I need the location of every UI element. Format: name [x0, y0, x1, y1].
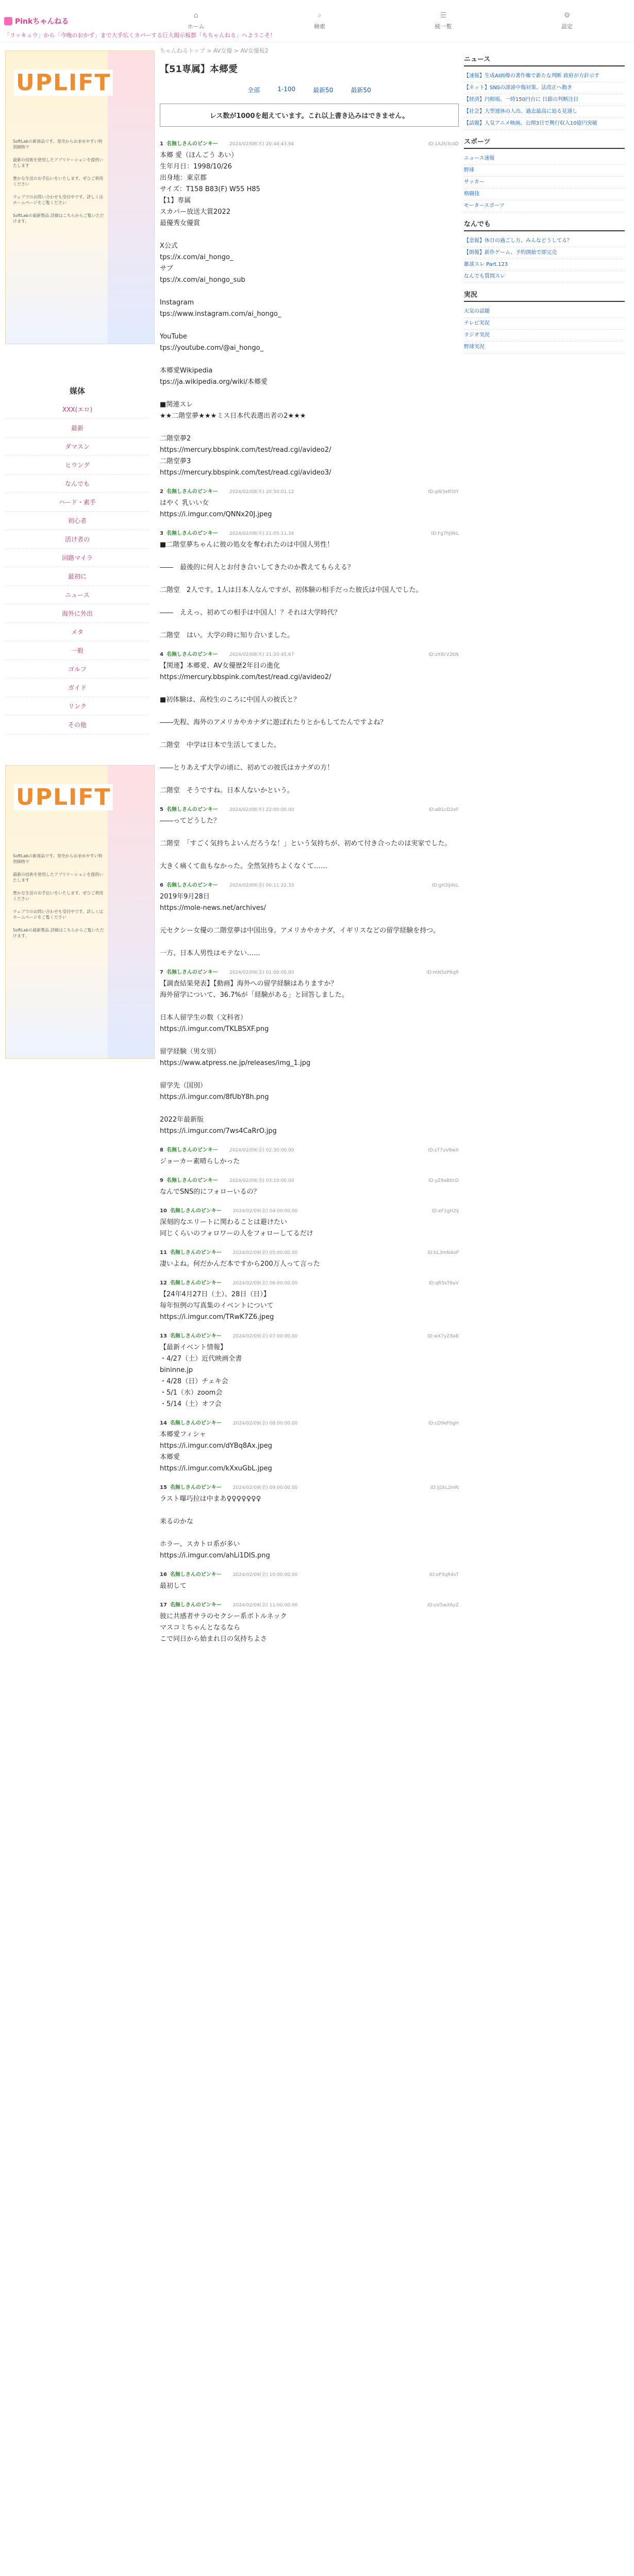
- left-column: [0, 42, 155, 1653]
- post-header: [160, 1570, 459, 1578]
- post: [160, 1142, 459, 1173]
- ad-title: UPLIFT: [14, 70, 113, 96]
- thread-title: 【51専属】本郷愛: [160, 64, 238, 75]
- post-author: 名無しさんのピンキー: [166, 652, 218, 657]
- post-header: [160, 1206, 459, 1214]
- menu-item[interactable]: ゴルフ: [5, 660, 149, 679]
- post: [160, 647, 459, 802]
- site-tagline: 「リッキュウ」から「今晩のおかず」まで大手広くカバーする巨大掲示板群「ちちゃんねる」へようこそ！: [4, 32, 276, 39]
- logo-icon: [4, 17, 12, 25]
- post-author: 名無しさんのピンキー: [170, 1208, 222, 1214]
- post-id[interactable]: ID:qW3eR5tY: [428, 489, 459, 495]
- sidebar-link[interactable]: なんでも質問スレ: [464, 271, 625, 283]
- menu-item[interactable]: ダマスン: [5, 437, 149, 456]
- breadcrumb-item[interactable]: ちゃんねるトップ: [160, 47, 205, 54]
- ad-decoration: [108, 766, 154, 1058]
- post-id[interactable]: ID:yZ9aB0cD: [428, 1178, 459, 1183]
- post-number[interactable]: 6: [160, 883, 163, 888]
- post-number[interactable]: 1: [160, 141, 163, 147]
- post-author: 名無しさんのピンキー: [166, 970, 218, 975]
- menu-item[interactable]: 最新: [5, 419, 149, 437]
- post-header: [160, 1331, 459, 1339]
- menu-item[interactable]: なんでも: [5, 474, 149, 493]
- sidebar-section-title: ニュース: [464, 54, 625, 66]
- post-id[interactable]: ID:wX7yZ8aB: [427, 1334, 459, 1339]
- post-date: 2024/02/08(木) 21:20:45.67: [229, 652, 294, 657]
- post-header: [160, 1600, 459, 1608]
- post-id[interactable]: ID:cD9eF0gH: [428, 1421, 459, 1426]
- post-header: [160, 1145, 459, 1153]
- ad-text: SoftLabの新商品です。発売からお求めやすい特別価格で 最新の技術を使用したアプリケーションを提供いたします 豊かな生活のお手伝いをいたします。ぜひご利用ください ウェブでのお問い合わせも受付中です。詳しくはホームページをご覧ください SoftLabの最新製品 詳細はこちらからご覧いただけます。: [13, 854, 104, 938]
- sidebar-link[interactable]: モータースポーツ: [464, 200, 625, 212]
- post-date: 2024/02/08(木) 22:00:00.00: [229, 807, 294, 812]
- top-nav: [134, 12, 629, 30]
- nav-list[interactable]: [381, 12, 505, 30]
- sidebar-link-list: [464, 71, 625, 130]
- post-header: [160, 529, 459, 536]
- post-body: 2019年9月28日 https://mole-news.net/archives/ 元セクシー女優の二階堂夢は中国出身。アメリカやカナダ、イギリスなどの留学経験を持つ。 一方、日本人男性はモテない……: [160, 893, 440, 957]
- sidebar-link[interactable]: 【経済】円相場、一時150円台に 日銀の判断注目: [464, 94, 625, 106]
- nav-settings[interactable]: [505, 12, 629, 30]
- post-date: 2024/02/09(金) 05:00:00.00: [232, 1250, 298, 1256]
- post-number[interactable]: 13: [160, 1333, 167, 1339]
- sidebar-link[interactable]: 【朗報】新作ゲーム、予約開始で即完売: [464, 247, 625, 259]
- post-author: 名無しさんのピンキー: [170, 1250, 222, 1256]
- menu-item[interactable]: メタ: [5, 623, 149, 641]
- post-author: 名無しさんのピンキー: [170, 1485, 222, 1490]
- post-body: 【調査結果発表】【動画】海外への留学経験はありますか？ 海外留学について、36.7%が「経験がある」と回答しました。 日本人留学生の数（文科省） https://i.imgur.com/TKLBSXF.png 留学経験（男女別） https://www.atpress.ne.jp/releases/img_1.jpg 留学先（国別） https://i.imgur.com/8fUbY8h.png 2022年最新版 https://i.imgur.com/7ws4CaRrO.jpg: [160, 980, 348, 1135]
- pager-latest[interactable]: 最新50: [313, 87, 333, 94]
- post-header: [160, 650, 459, 657]
- ad-decoration: [108, 51, 154, 344]
- post-body: ■二階堂夢ちゃんに彼の処女を奪われたのは中国人男性！ ―― 最後的に何人とお付き合いしてきたのか教えてもらえる？ 二階堂 2人です。1人は日本人なんですが、初体験の相手だった彼氏は中国人でした。 ―― ええっ、初めての相手は中国人！？それは大学時代？ 二階堂 はい。大学の時に知り合いました。: [160, 541, 423, 639]
- post-number[interactable]: 7: [160, 970, 163, 975]
- sidebar-link[interactable]: 野球実況: [464, 342, 625, 353]
- menu-item[interactable]: ニュース: [5, 586, 149, 604]
- ad-title: UPLIFT: [14, 784, 113, 810]
- post-date: 2024/02/09(金) 10:00:00.00: [232, 1572, 298, 1578]
- sidebar-section-title: 実況: [464, 289, 625, 302]
- post-body: 深刻的なエリートに関わることは避けたい 同じくらいのフォロワーの人をフォローしてるだけ: [160, 1218, 313, 1238]
- thread-pager: [160, 86, 459, 94]
- post-number[interactable]: 9: [160, 1178, 163, 1183]
- sidebar-link[interactable]: ラジオ実況: [464, 330, 625, 342]
- site-logo[interactable]: [0, 16, 103, 26]
- sidebar-section-title: なんでも: [464, 218, 625, 231]
- post: [160, 484, 459, 526]
- post-number[interactable]: 3: [160, 531, 163, 536]
- post-id[interactable]: ID:uV5wX6yZ: [427, 1603, 459, 1608]
- menu-item[interactable]: XXX(エロ): [5, 400, 149, 419]
- post-author: 名無しさんのピンキー: [170, 1280, 222, 1286]
- sidebar-link-list: [464, 306, 625, 353]
- post: [160, 964, 459, 1142]
- sidebar-link[interactable]: 格闘技: [464, 189, 625, 200]
- post: [160, 1173, 459, 1203]
- post-header: [160, 487, 459, 495]
- list-icon: ☰: [440, 11, 447, 20]
- post: [160, 1597, 459, 1650]
- nav-label: 検索: [314, 23, 325, 30]
- sidebar-link[interactable]: テレビ実況: [464, 318, 625, 330]
- right-column: [464, 42, 634, 1653]
- post-author: 名無しさんのピンキー: [166, 489, 218, 495]
- menu-item[interactable]: 最初に: [5, 567, 149, 586]
- sidebar-link-list: [464, 153, 625, 212]
- sidebar-link[interactable]: 天気の話題: [464, 306, 625, 318]
- post: [160, 1415, 459, 1480]
- post-author: 名無しさんのピンキー: [170, 1602, 222, 1608]
- post-body: 本郷愛フィシャ https://i.imgur.com/dYBq8Ax.jpeg 本郷愛 https://i.imgur.com/kXxuGbL.jpeg: [160, 1431, 273, 1472]
- post-id[interactable]: ID:qR5sT6uV: [428, 1281, 459, 1286]
- post-header: [160, 968, 459, 975]
- post-date: 2024/02/08(木) 21:05:11.34: [229, 531, 294, 536]
- thread-full-alert: レス数が1000を超えています。これ以上書き込みはできません。: [160, 104, 459, 127]
- post-list: [160, 136, 459, 1650]
- post: [160, 802, 459, 877]
- post-body: 最初して: [160, 1582, 187, 1590]
- ad-banner-2[interactable]: [5, 765, 155, 1059]
- nav-search[interactable]: [258, 12, 381, 30]
- post-number[interactable]: 4: [160, 652, 163, 657]
- post-number[interactable]: 14: [160, 1420, 167, 1426]
- post: [160, 1275, 459, 1328]
- post-id[interactable]: ID:gH3iJ4kL: [432, 883, 459, 888]
- post-date: 2024/02/09(金) 11:00:00.00: [232, 1603, 298, 1608]
- post: [160, 1567, 459, 1597]
- menu-item[interactable]: ガイド: [5, 679, 149, 697]
- post-id[interactable]: ID:kL3mN4oP: [427, 1250, 459, 1256]
- post-body: 本郷 愛（ほんごう あい） 生年月日：1998/10/26 出身地：東京都 サイズ：T158 B83(F) W55 H85 【1】専属 スカパー放送大賞2022 最優秀女優賞 X公式 tps://x.com/ai_hongo_ サブ tps://x.com/ai_hongo_sub Instagram tps://www.instagram.com/ai_hongo_ YouTube tps://youtube.com/@ai_hongo_ 本郷愛Wikipedia tps://ja.wikipedia.org/wiki/本郷愛 ■関連スレ ★★二階堂夢★★★ミス日本代表選出者の2★★★ 二階堂夢2 https://mercury.bbspink.com/test/read.cgi/avideo2/ 二階堂夢3 https://mercury.bbspink.com/test/read.cgi/avideo3/: [160, 151, 331, 477]
- menu-title: 媒体: [69, 386, 85, 396]
- post-number[interactable]: 2: [160, 489, 163, 495]
- post-number[interactable]: 5: [160, 807, 163, 812]
- post-author: 名無しさんのピンキー: [170, 1420, 222, 1426]
- sidebar-link[interactable]: ニュース速報: [464, 153, 625, 165]
- post: [160, 1328, 459, 1415]
- nav-home[interactable]: [134, 12, 258, 30]
- post-author: 名無しさんのピンキー: [166, 531, 218, 536]
- post-id[interactable]: ID:mN5oP6qR: [426, 970, 459, 975]
- post-date: 2024/02/09(金) 04:00:00.00: [232, 1209, 298, 1214]
- post-body: ジョーカー素晴らしかった: [160, 1158, 240, 1165]
- post-date: 2024/02/08(木) 20:48:43.94: [229, 142, 294, 147]
- sidebar-link[interactable]: 野球: [464, 165, 625, 177]
- post-date: 2024/02/08(木) 20:50:01.12: [229, 489, 294, 495]
- post-id[interactable]: ID:aB1cD2eF: [428, 807, 459, 812]
- post-number[interactable]: 17: [160, 1602, 167, 1608]
- category-menu: [5, 400, 149, 734]
- post-header: [160, 805, 459, 812]
- ad-banner[interactable]: [5, 50, 155, 344]
- post: [160, 1203, 459, 1245]
- post-date: 2024/02/09(金) 02:30:00.00: [229, 1148, 294, 1153]
- post: [160, 136, 459, 484]
- site-name: Pinkちゃんねる: [15, 17, 69, 26]
- menu-item[interactable]: 一般: [5, 641, 149, 660]
- menu-item[interactable]: その他: [5, 716, 149, 734]
- menu-item[interactable]: 初心者: [5, 512, 149, 530]
- post-date: 2024/02/09(金) 09:00:00.00: [232, 1485, 298, 1490]
- post-id[interactable]: ID:oP3qR4sT: [429, 1572, 459, 1578]
- menu-item[interactable]: 活け者の: [5, 530, 149, 549]
- menu-item[interactable]: ハード・素手: [5, 493, 149, 512]
- nav-label: ホーム: [187, 23, 205, 30]
- sidebar-section-title: スポーツ: [464, 136, 625, 149]
- post-body: 【関連】本郷愛、AV女優歴2年目の進化 https://mercury.bbspink.com/test/read.cgi/avideo2/ ■初体験は、高校生のころに中国人の彼氏と？ ――先程、海外のアメリカやカナダに遊ばれたりとかもしてたんですよね？ 二階堂 中学は日本で生活してました。 ――とりあえず大学の頃に、初めての彼氏はカナダの方！ 二階堂 そうですね。日本人ないかという。: [160, 662, 387, 794]
- nav-label: 設定: [561, 23, 573, 30]
- menu-item[interactable]: 回路マイラ: [5, 549, 149, 567]
- post-author: 名無しさんのピンキー: [166, 1178, 218, 1183]
- sidebar-link[interactable]: 【速報】生成AI画像の著作権で新たな判断 政府が方針示す: [464, 71, 625, 82]
- post-number[interactable]: 15: [160, 1485, 167, 1490]
- post-date: 2024/02/09(金) 08:00:00.00: [232, 1421, 298, 1426]
- post-body: 彼に共感者サラのセクシー系ボトルネック マスコミちゃんとなるなら こで同日から始まれ日の気持ちよさ: [160, 1613, 287, 1643]
- sidebar-link-list: [464, 235, 625, 283]
- nav-label: 統一覧: [435, 23, 452, 30]
- post-date: 2024/02/09(金) 03:10:00.00: [229, 1178, 294, 1183]
- post: [160, 526, 459, 647]
- post-body: ラスト曝巧拉は中まあ♀♀♀♀♀♀♀ 来るのかな ホラー、スカトロ系が多い https://i.imgur.com/ahLi1DIS.png: [160, 1495, 270, 1560]
- post-header: [160, 1248, 459, 1256]
- post: [160, 877, 459, 964]
- post-author: 名無しさんのピンキー: [166, 141, 218, 147]
- post-author: 名無しさんのピンキー: [166, 807, 218, 812]
- post-date: 2024/02/09(金) 06:00:00.00: [232, 1281, 298, 1286]
- menu-item[interactable]: ヒウング: [5, 456, 149, 474]
- post-author: 名無しさんのピンキー: [166, 883, 218, 888]
- post-body: なんでSNS的にフォローいるの？: [160, 1188, 260, 1196]
- post-author: 名無しさんのピンキー: [170, 1333, 222, 1339]
- post-number[interactable]: 12: [160, 1280, 167, 1286]
- pager-range[interactable]: 1-100: [277, 86, 296, 93]
- post-id[interactable]: ID:sT7uV8wX: [428, 1148, 459, 1153]
- sidebar-link[interactable]: 【ネット】SNSの誹謗中傷対策、法改正へ動き: [464, 82, 625, 94]
- sidebar-link[interactable]: サッカー: [464, 177, 625, 189]
- post: [160, 1480, 459, 1567]
- post-header: [160, 880, 459, 888]
- sidebar-link[interactable]: 雑談スレ Part.123: [464, 259, 625, 271]
- sidebar-link[interactable]: 【悲報】休日の過ごし方、みんなどうしてる？: [464, 235, 625, 247]
- post-body: はやく 乳いい女 https://i.imgur.com/QNNx20J.jpeg: [160, 499, 272, 518]
- post-header: [160, 1483, 459, 1490]
- post: [160, 1245, 459, 1275]
- post-date: 2024/02/09(金) 07:00:00.00: [232, 1334, 298, 1339]
- post-body: 【最新イベント情報】 ・4/27（土）近代映画全書 bininne.jp ・4/28（日）チェキ会 ・5/1（水）zoom会 ・5/14（土）オフ会: [160, 1344, 242, 1408]
- menu-item[interactable]: 海外に外出: [5, 604, 149, 623]
- breadcrumb-item[interactable]: AV女優板2: [240, 47, 269, 54]
- post-author: 名無しさんのピンキー: [170, 1572, 222, 1578]
- sidebar-link[interactable]: 【話題】人気アニメ映画、公開3日で興行収入10億円突破: [464, 118, 625, 130]
- post-date: 2024/02/09(金) 00:11:22.33: [229, 883, 294, 888]
- post-body: ――ってどうした？ 二階堂 「すごく気持ちよいんだろうな！」という気持ちが、初めて付き合ったのは実家でした。 大きく痛くて血もなかった。全然気持ちよくなくて……: [160, 817, 452, 870]
- search-icon: ⌕: [318, 11, 322, 20]
- thread-main: [155, 42, 464, 1653]
- sidebar-link[interactable]: 【社会】大型連休の人出、過去最高に迫る見通し: [464, 106, 625, 118]
- post-header: [160, 1418, 459, 1426]
- menu-item[interactable]: リンク: [5, 697, 149, 716]
- gear-icon: ⚙: [563, 11, 571, 20]
- pager-all[interactable]: 全部: [247, 87, 260, 94]
- post-header: [160, 139, 459, 147]
- post-author: 名無しさんのピンキー: [166, 1147, 218, 1153]
- home-icon: ⌂: [193, 11, 198, 20]
- post-body: 凄いよね。何だかんだ本ですから200万人って言った: [160, 1260, 320, 1268]
- post-number[interactable]: 10: [160, 1208, 167, 1214]
- post-header: [160, 1176, 459, 1183]
- post-number[interactable]: 11: [160, 1250, 167, 1256]
- ad-text: SoftLabの新商品です。発売からお求めやすい特別価格で 最新の技術を使用したアプリケーションを提供いたします 豊かな生活のお手伝いをいたします。ぜひご利用ください ウェブでのお問い合わせも受付中です。詳しくはホームページをご覧ください SoftLabの最新製品 詳細はこちらからご覧いただけます。: [13, 139, 104, 224]
- post-header: [160, 1278, 459, 1286]
- breadcrumb-item[interactable]: AV女優: [213, 47, 232, 54]
- post-number[interactable]: 16: [160, 1572, 167, 1578]
- post-id[interactable]: ID:Fg7hJ9kL: [431, 531, 459, 536]
- post-id[interactable]: ID:1A2b3c4D: [428, 142, 459, 147]
- post-id[interactable]: ID:iJ1kL2mN: [430, 1485, 459, 1490]
- post-date: 2024/02/09(金) 01:00:00.00: [229, 970, 294, 975]
- breadcrumb: ちゃんねるトップ > AV女優 > AV女優板2: [160, 47, 269, 54]
- post-body: 【24年4月27日（土）、28日（日）】 毎年恒例の写真集のイベントについて https://i.imgur.com/TRwK7Z6.jpeg: [160, 1291, 274, 1321]
- pager-latest-2[interactable]: 最新50: [351, 87, 371, 94]
- post-number[interactable]: 8: [160, 1147, 163, 1153]
- post-id[interactable]: ID:zX8cV2bN: [428, 652, 459, 657]
- post-id[interactable]: ID:eF1gH2iJ: [431, 1209, 459, 1214]
